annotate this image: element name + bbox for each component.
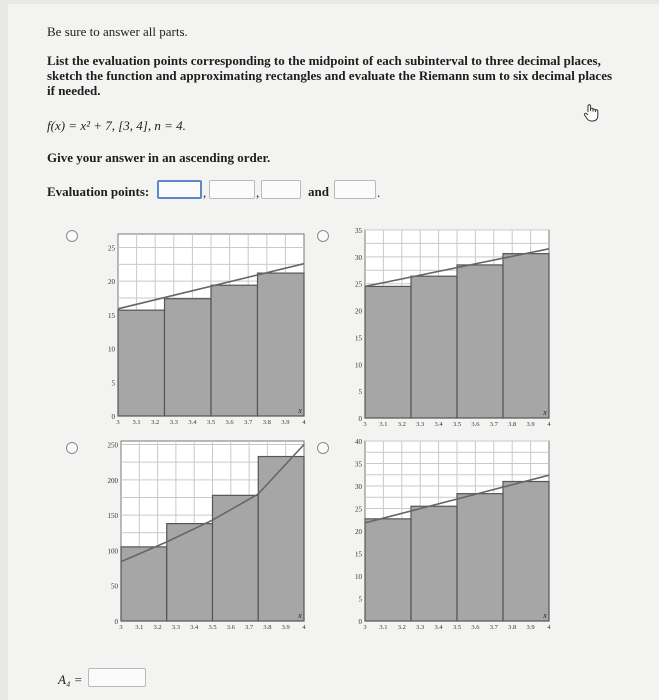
x-tick-label: 3.1 [132, 419, 141, 424]
x-tick-label: 3.7 [489, 421, 498, 426]
y-tick-label: 20 [355, 528, 362, 536]
x-tick-label: 3.6 [226, 624, 235, 629]
riemann-rectangle [213, 495, 259, 621]
y-tick-label: 5 [111, 379, 115, 388]
order-note: Give your answer in an ascending order. [47, 150, 271, 165]
y-tick-label: 30 [355, 483, 362, 491]
riemann-rectangle [365, 286, 411, 418]
y-tick-label: 25 [355, 505, 362, 514]
y-tick-label: 15 [108, 311, 115, 320]
y-tick-label: 40 [355, 438, 362, 446]
x-tick-label: 3 [363, 624, 367, 629]
y-tick-label: 0 [358, 618, 362, 626]
y-tick-label: 50 [111, 582, 118, 591]
y-tick-label: 100 [107, 547, 118, 556]
x-tick-label: 3.8 [263, 624, 272, 629]
x-tick-label: 4 [302, 624, 306, 629]
x-tick-label: 3.2 [151, 419, 160, 424]
and-label: and [308, 184, 329, 199]
evaluation-point-input-1[interactable] [157, 180, 202, 199]
x-tick-label: 4 [547, 624, 551, 629]
comma-separator: , [203, 185, 207, 200]
x-tick-label: 3 [116, 419, 120, 424]
x-tick-label: 3.9 [281, 419, 290, 424]
function-definition: f(x) = x² + 7, [3, 4], n = 4. [47, 118, 186, 133]
riemann-rectangle [258, 457, 304, 621]
riemann-rectangle [457, 494, 503, 621]
x-tick-label: 3.4 [190, 624, 199, 629]
x-tick-label: 3.1 [135, 624, 144, 629]
y-tick-label: 5 [358, 388, 362, 397]
question-line-3: if needed. [47, 83, 101, 98]
graph-option-4 [345, 437, 553, 629]
y-tick-label: 25 [355, 280, 362, 289]
x-axis-label: x [298, 406, 302, 415]
evaluation-point-input-3[interactable] [261, 180, 301, 199]
y-tick-label: 35 [355, 227, 362, 235]
x-tick-label: 4 [547, 421, 551, 426]
option-1-radio[interactable] [66, 230, 78, 242]
x-tick-label: 3.3 [416, 421, 425, 426]
x-tick-label: 3 [363, 421, 367, 426]
x-tick-label: 3.5 [208, 624, 217, 629]
y-tick-label: 200 [107, 476, 118, 485]
y-tick-label: 150 [107, 512, 118, 521]
x-tick-label: 3.5 [452, 624, 462, 629]
x-axis-label: x [543, 611, 547, 620]
x-tick-label: 3.6 [225, 419, 234, 424]
option-3-radio[interactable] [66, 442, 78, 454]
instruction-text: Be sure to answer all parts. [47, 24, 188, 39]
riemann-rectangle [503, 482, 549, 622]
x-tick-label: 3.2 [153, 624, 162, 629]
riemann-rectangle [457, 265, 503, 418]
graph-option-3 [96, 437, 310, 629]
riemann-rectangle [211, 285, 258, 416]
y-tick-label: 250 [107, 441, 118, 450]
x-tick-label: 3.3 [169, 419, 178, 424]
x-tick-label: 3.1 [379, 421, 388, 426]
x-tick-label: 3.1 [379, 624, 388, 629]
riemann-rectangle [365, 519, 411, 621]
x-tick-label: 3.2 [397, 624, 406, 629]
x-tick-label: 3.4 [188, 419, 197, 424]
x-tick-label: 3.2 [397, 421, 406, 426]
x-tick-label: 3.7 [489, 624, 498, 629]
evaluation-points-label: Evaluation points: [47, 184, 150, 199]
x-tick-label: 3.5 [452, 421, 462, 426]
x-tick-label: 3.8 [508, 624, 517, 629]
y-tick-label: 15 [355, 334, 362, 343]
riemann-rectangle [411, 276, 457, 418]
y-tick-label: 5 [358, 595, 362, 604]
x-tick-label: 3 [119, 624, 123, 629]
x-tick-label: 3.4 [434, 624, 443, 629]
evaluation-point-input-4[interactable] [334, 180, 376, 199]
x-tick-label: 3.7 [245, 624, 254, 629]
x-tick-label: 3.6 [471, 624, 480, 629]
x-tick-label: 3.3 [171, 624, 180, 629]
x-tick-label: 3.7 [244, 419, 253, 424]
x-tick-label: 3.9 [281, 624, 290, 629]
x-tick-label: 3.4 [434, 421, 443, 426]
riemann-sum-input[interactable] [88, 668, 146, 687]
y-tick-label: 10 [355, 573, 362, 581]
x-tick-label: 3.6 [471, 421, 480, 426]
riemann-rectangle [411, 506, 457, 621]
y-tick-label: 0 [114, 618, 118, 626]
x-tick-label: 3.9 [526, 624, 535, 629]
y-tick-label: 25 [108, 244, 115, 253]
period-separator: . [377, 185, 381, 200]
hand-pointer-icon [582, 103, 602, 128]
comma-separator: , [256, 185, 260, 200]
y-tick-label: 0 [358, 415, 362, 423]
x-tick-label: 4 [302, 419, 306, 424]
y-tick-label: 10 [355, 361, 362, 370]
evaluation-point-input-2[interactable] [209, 180, 255, 199]
riemann-rectangle [503, 254, 549, 418]
x-tick-label: 3.8 [508, 421, 517, 426]
y-tick-label: 30 [355, 253, 362, 262]
question-line-2: sketch the function and approximating rectangles and evaluate the Riemann sum to six decimal places [47, 68, 613, 83]
x-tick-label: 3.8 [262, 419, 271, 424]
x-tick-label: 3.9 [526, 421, 535, 426]
y-tick-label: 20 [355, 307, 362, 316]
graph-option-1 [96, 228, 310, 424]
graph-option-2 [345, 226, 553, 426]
option-4-radio[interactable] [317, 442, 329, 454]
riemann-rectangle [118, 310, 165, 416]
question-line-1: List the evaluation points corresponding to the midpoint of each subinterval to three decimal places, [47, 53, 601, 68]
x-axis-label: x [543, 408, 547, 417]
y-tick-label: 0 [111, 413, 115, 421]
x-axis-label: x [298, 611, 302, 620]
riemann-rectangle [165, 299, 212, 416]
option-2-radio[interactable] [317, 230, 329, 242]
y-tick-label: 35 [355, 460, 362, 469]
x-tick-label: 3.3 [416, 624, 425, 629]
riemann-sum-label: A₄ = [58, 672, 83, 687]
y-tick-label: 20 [108, 278, 115, 287]
x-tick-label: 3.5 [206, 419, 216, 424]
y-tick-label: 10 [108, 345, 115, 354]
y-tick-label: 15 [355, 550, 362, 559]
riemann-rectangle [258, 273, 305, 416]
